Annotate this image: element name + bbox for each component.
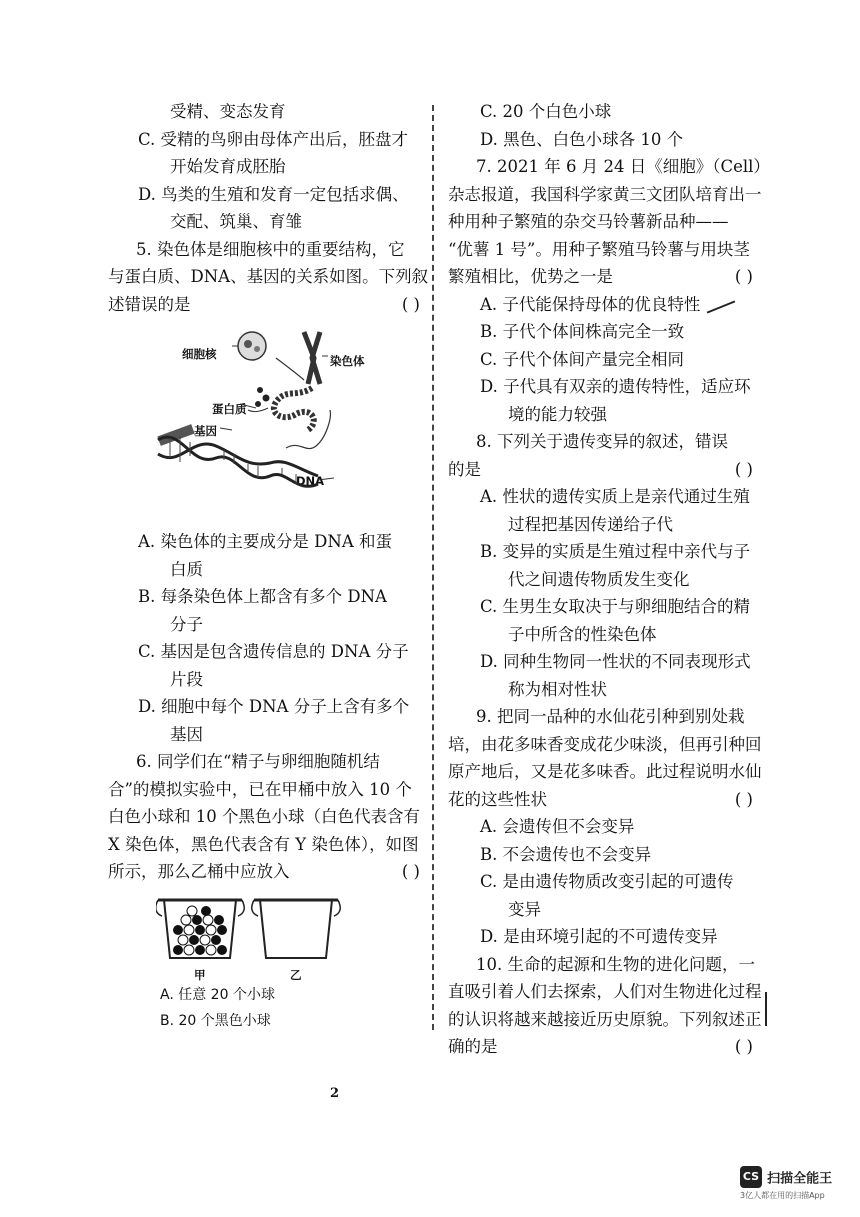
label-dna: DNA xyxy=(296,474,325,488)
answer-paren: ( ) xyxy=(401,294,420,314)
q8-option-d: D. 同种生物同一性状的不同表现形式 称为相对性状 xyxy=(480,652,751,699)
buckets-illustration xyxy=(156,890,356,982)
question-9: 9. 把同一品种的水仙花引种到别处栽 培，由花多味香变成花少味淡，但再引种回 原产地后，又是花多味香。此过程说明水仙 花的这些性状 ( ) xyxy=(448,703,753,813)
q6-option-d: D. 黑色、白色小球各 10 个 xyxy=(480,129,684,149)
chromosome-diagram xyxy=(136,318,420,528)
question-6: 6. 同学们在“精子与卵细胞随机结 合”的模拟实验中，已在甲桶中放入 10 个 白色小球和 10 个黑色小球（白色代表含有 X 染色体，黑色代表含有 Y 染色体），如图 所示，那么乙桶中应放入 ( ) xyxy=(108,748,420,886)
camscanner-logo-icon: CS xyxy=(740,1166,762,1188)
left-column xyxy=(108,98,429,1034)
label-protein: 蛋白质 xyxy=(212,402,247,416)
q6-option-a: A. 任意 20 个小球 xyxy=(160,986,275,1003)
q5-option-c: C. 基因是包含遗传信息的 DNA 分子 片段 xyxy=(138,642,409,689)
chromosome-illustration xyxy=(136,318,420,528)
answer-paren: ( ) xyxy=(734,1037,753,1056)
answer-paren: ( ) xyxy=(734,267,753,286)
q5-option-b: B. 每条染色体上都含有多个 DNA 分子 xyxy=(138,587,387,634)
q6-option-c: C. 20 个白色小球 xyxy=(480,102,612,121)
scanner-watermark xyxy=(740,1166,850,1201)
pen-mark-bar xyxy=(765,992,767,1026)
bucket-diagram xyxy=(156,890,420,982)
q5-option-d: D. 细胞中每个 DNA 分子上含有多个 基因 xyxy=(138,697,410,744)
question-8: 8. 下列关于遗传变异的叙述，错误 的是 ( ) xyxy=(448,428,753,483)
q7-option-a: A. 子代能保持母体的优良特性 xyxy=(480,294,701,314)
question-10: 10. 生命的起源和生物的进化问题，一 直吸引着人们去探索，人们对生物进化过程 的认识将越来越接近历史原貌。下列叙述正 确的是 ( ) xyxy=(448,951,753,1061)
label-nucleus: 细胞核 xyxy=(182,347,217,361)
q7-option-b: B. 子代个体间株高完全一致 xyxy=(480,322,685,341)
column-divider xyxy=(432,105,434,1030)
q9-option-d: D. 是由环境引起的不可遗传变异 xyxy=(480,927,718,946)
answer-paren: ( ) xyxy=(734,459,753,479)
q7-option-d: D. 子代具有双亲的遗传特性，适应环 境的能力较强 xyxy=(480,377,751,424)
answer-paren: ( ) xyxy=(734,789,753,809)
right-column xyxy=(448,98,770,1061)
bucket-b-label: 乙 xyxy=(290,967,302,982)
label-chromosome: 染色体 xyxy=(330,354,365,368)
label-gene: 基因 xyxy=(194,424,217,438)
q9-option-a: A. 会遗传但不会变异 xyxy=(480,817,635,836)
question-7: 7. 2021 年 6 月 24 日《细胞》（Cell） 杂志报道，我国科学家黄三文团队培育出一 种用种子繁殖的杂交马铃薯新品种—— “优薯 1 号”。用种子繁殖马铃薯与用块茎 繁殖相比，优势之一是 ( ) xyxy=(448,153,753,291)
brand-name: 扫描全能王 xyxy=(767,1171,833,1187)
bucket-a-label: 甲 xyxy=(194,967,206,982)
q6-option-b: B. 20 个黑色小球 xyxy=(160,1012,271,1029)
page-number: 2 xyxy=(330,1086,340,1101)
q9-option-c: C. 是由遗传物质改变引起的可遗传 变异 xyxy=(480,872,734,919)
q7-option-c: C. 子代个体间产量完全相同 xyxy=(480,349,685,369)
question-5: 5. 染色体是细胞核中的重要结构，它 与蛋白质、DNA、基因的关系如图。下列叙 述错误的是 ( ) xyxy=(108,236,420,319)
q5-option-a: A. 染色体的主要成分是 DNA 和蛋 白质 xyxy=(138,532,392,579)
brand-tagline: 3亿人都在用的扫描App xyxy=(740,1191,825,1200)
q4-option-d: D. 鸟类的生殖和发育一定包括求偶、 交配、筑巢、育雏 xyxy=(138,184,409,231)
q8-option-c: C. 生男生女取决于与卵细胞结合的精 子中所含的性染色体 xyxy=(480,597,751,644)
q8-option-b: B. 变异的实质是生殖过程中亲代与子 代之间遗传物质发生变化 xyxy=(480,542,751,589)
q4-continuation: 受精、变态发育 xyxy=(170,102,286,121)
q9-option-b: B. 不会遗传也不会变异 xyxy=(480,844,652,864)
q8-option-a: A. 性状的遗传实质上是亲代通过生殖 过程把基因传递给子代 xyxy=(480,487,750,534)
q4-option-c: C. 受精的鸟卵由母体产出后，胚盘才 开始发育成胚胎 xyxy=(138,129,409,176)
answer-paren: ( ) xyxy=(401,862,420,881)
